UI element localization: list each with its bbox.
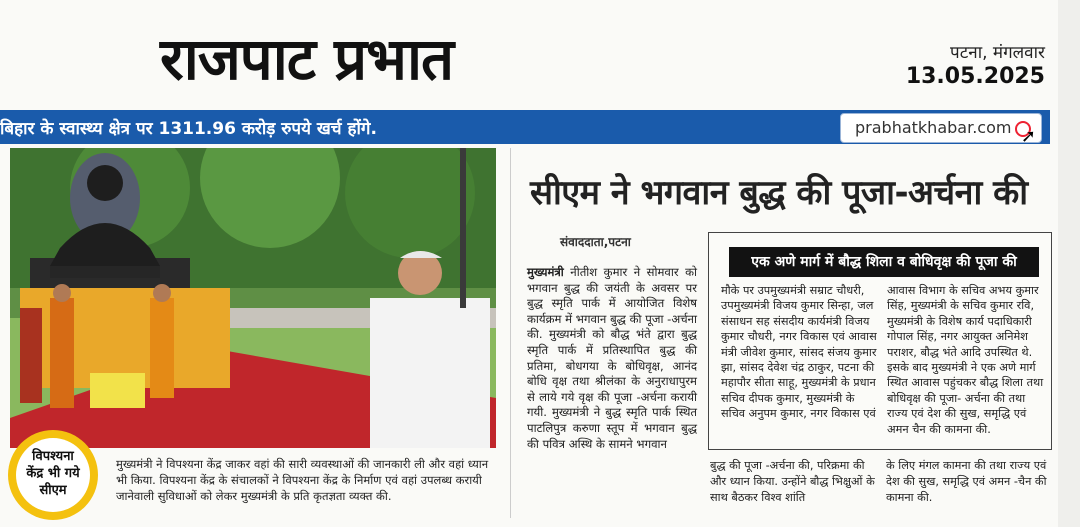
article-bottom-col1: बुद्ध की पूजा -अर्चना की, परिक्रमा की और ध्यान किया. उन्होंने बौद्ध भिक्षुओं के साथ बैठकर विश्व शांति <box>710 459 875 504</box>
lead-text: नीतीश कुमार ने सोमवार को भगवान बुद्ध की जयंती के अवसर पर बुद्ध स्मृति पार्क में आयोजित विशेष कार्यक्रम में भगवान बुद्ध की पूजा -अर्चना की. मुख्यमंत्री को बौद्ध भंते द्वारा बुद्ध स्मृति पार्क में प्रतिस्थापित बुद्ध की प्रतिमा, बोधगया के बोधिवृक्ष, आनंद बोधि वृक्ष तथा श्रीलंका के अनुराधापुरम से लाये गये वृक्ष की पूजा -अर्चना करायी गयी. मुख्यमंत्री ने बुद्ध स्मृति पार्क स्थित पाटलिपुत्र करुणा स्तूप में भगवान बुद्ध की पवित्र अस्थि के सामने भगवान <box>527 265 697 451</box>
lead-bold-word: मुख्यमंत्री <box>527 265 564 279</box>
article-lead <box>527 265 697 452</box>
column-divider <box>510 148 511 518</box>
website-label: prabhatkhabar.com <box>855 118 1012 137</box>
sidebar-box-title: एक अणे मार्ग में बौद्ध शिला व बोधिवृक्ष की पूजा की <box>729 247 1039 277</box>
newspaper-masthead: राजपाट प्रभात <box>160 25 454 93</box>
photo-caption: मुख्यमंत्री ने विपश्यना केंद्र जाकर वहां की सारी व्यवस्थाओं की जानकारी ली और वहां ध्यान भी किया. विपश्यना केंद्र के संचालकों ने विपश्यना केंद्र के निर्माण एवं वहां उपलब्ध करायी जानेवाली सुविधाओं को लेकर मुख्यमंत्री के प्रति कृतज्ञता व्यक्त की. <box>116 457 489 503</box>
article-bottom-col2: के लिए मंगल कामना की तथा राज्य एवं देश की सुख, समृद्धि एवं अमन -चैन की कामना की. <box>886 459 1047 504</box>
vipassana-badge <box>8 430 98 520</box>
mouse-pointer-icon: ➚ <box>1020 126 1036 147</box>
article-byline: संवाददाता,पटना <box>560 235 631 249</box>
article-headline: सीएम ने भगवान बुद्ध की पूजा-अर्चना की <box>530 173 1028 213</box>
news-photo <box>10 148 496 448</box>
issue-date: 13.05.2025 <box>905 64 1045 89</box>
city-day: पटना, मंगलवार <box>950 43 1045 63</box>
sidebar-box-col2: आवास विभाग के सचिव अभय कुमार सिंह, मुख्यमंत्री के सचिव कुमार रवि, मुख्यमंत्री के विशेष कार्य पदाधिकारी गोपाल सिंह, नगर आयुक्त अनिमेश पराशर, बौद्ध भंते आदि उपस्थित थे. इसके बाद मुख्यमंत्री ने एक अणे मार्ग स्थित आवास पहुंचकर बौद्ध शिला तथा बोधिवृक्ष की पूजा- अर्चना की तथा राज्य एवं देश की सुख, समृद्धि एवं अमन चैन की कामना की. <box>887 284 1044 436</box>
sidebar-box-col1: मौके पर उपमुख्यमंत्री सम्राट चौधरी, उपमुख्यमंत्री विजय कुमार सिन्हा, जल संसाधन सह संसदीय कार्यमंत्री विजय कुमार चौधरी, नगर विकास एवं आवास मंत्री जीवेश कुमार, सांसद संजय कुमार झा, सांसद देवेश चंद्र ठाकुर, पटना की महापौर सीता साहू, मुख्यमंत्री के प्रधान सचिव दीपक कुमार, मुख्यमंत्री के सचिव अनुपम कुमार, नगर विकास एवं <box>721 284 877 421</box>
ticker-text: बिहार के स्वास्थ्य क्षेत्र पर 1311.96 करोड़ रुपये खर्च होंगे. <box>0 119 377 139</box>
page-edge <box>1058 0 1080 527</box>
badge-text: विपश्यना केंद्र भी गये सीएम <box>26 449 80 498</box>
photo-illustration <box>10 148 496 448</box>
sidebar-box <box>708 232 1052 450</box>
website-badge[interactable] <box>840 113 1042 143</box>
